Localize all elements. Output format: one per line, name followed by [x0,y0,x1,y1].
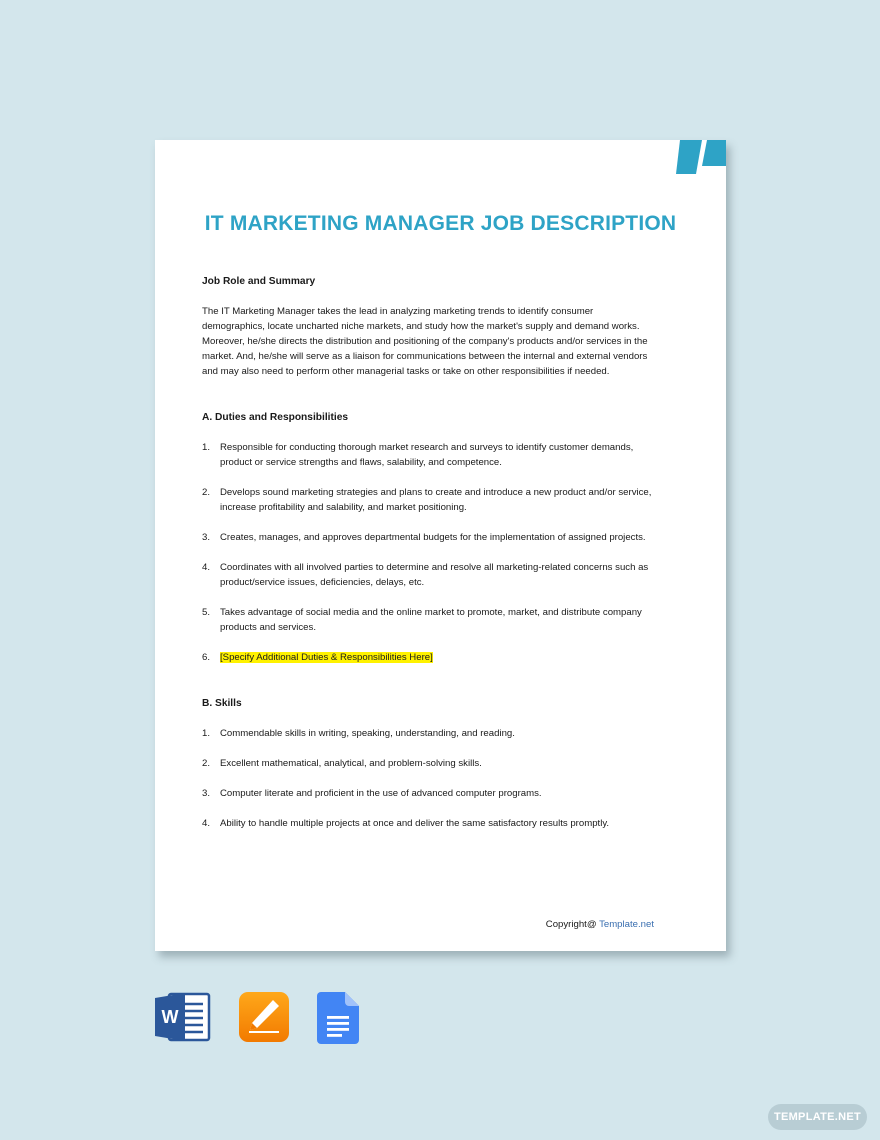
list-text: Commendable skills in writing, speaking, understanding, and reading. [220,728,515,739]
skills-list [202,726,656,831]
list-item [202,816,656,831]
summary-heading: Job Role and Summary [202,276,316,287]
list-number: 2. [202,487,211,498]
list-item [202,650,656,665]
word-icon[interactable] [155,992,211,1042]
list-item [202,786,656,801]
copyright-label: Copyright@ [545,919,600,930]
list-number: 2. [202,758,211,769]
list-number: 6. [202,652,211,663]
list-item [202,605,656,635]
corner-decoration-icon [676,140,726,174]
list-number: 1. [202,442,211,453]
list-text: Responsible for conducting thorough market research and surveys to identify customer demands, product or service strengths and flaws, salability, and competence. [220,442,634,468]
list-item [202,560,656,590]
document-title: IT MARKETING MANAGER JOB DESCRIPTION [204,212,677,235]
list-item [202,485,656,515]
list-text: Develops sound marketing strategies and plans to create and introduce a new product and/or service, increase profitability and salability, and market positioning. [220,487,652,513]
list-text: Coordinates with all involved parties to determine and resolve all marketing-related concerns such as product/service issues, deficiencies, delays, etc. [220,562,649,588]
list-number: 3. [202,532,211,543]
skills-heading: B. Skills [202,698,242,709]
placeholder-highlight: [Specify Additional Duties & Responsibilities Here] [220,652,433,663]
template-net-badge[interactable]: TEMPLATE.NET [768,1104,867,1130]
copyright-line [546,919,654,930]
google-docs-icon[interactable] [317,992,359,1044]
list-text: Takes advantage of social media and the online market to promote, market, and distribute company products and services. [220,607,642,633]
duties-heading: A. Duties and Responsibilities [202,412,349,423]
document-content [202,274,656,831]
summary-text: The IT Marketing Manager takes the lead in analyzing marketing trends to identify consumer demographics, locate uncharted niche markets, and study how the market's supply and demand works. Moreover, he/she directs the distribution and positioning of the company's products and/or services in the market. And, he/she will serve as a liaison for communications between the internal and external vendors and may also need to perform other managerial tasks or take on other responsibilities if needed. [202,306,648,377]
copyright-link[interactable]: Template.net [599,919,654,930]
list-text: Excellent mathematical, analytical, and problem-solving skills. [220,758,482,769]
list-item [202,440,656,470]
duties-list [202,440,656,665]
list-number: 4. [202,818,211,829]
list-number: 5. [202,607,211,618]
list-number: 4. [202,562,211,573]
list-number: 1. [202,728,211,739]
list-text: Creates, manages, and approves departmental budgets for the implementation of assigned projects. [220,532,646,543]
list-text: Computer literate and proficient in the use of advanced computer programs. [220,788,542,799]
list-item [202,726,656,741]
document-page [155,140,726,951]
list-item [202,530,656,545]
list-number: 3. [202,788,211,799]
svg-text:W: W [161,1007,179,1027]
list-text: Ability to handle multiple projects at once and deliver the same satisfactory results promptly. [220,818,610,829]
list-item [202,756,656,771]
pages-icon[interactable] [239,992,289,1042]
